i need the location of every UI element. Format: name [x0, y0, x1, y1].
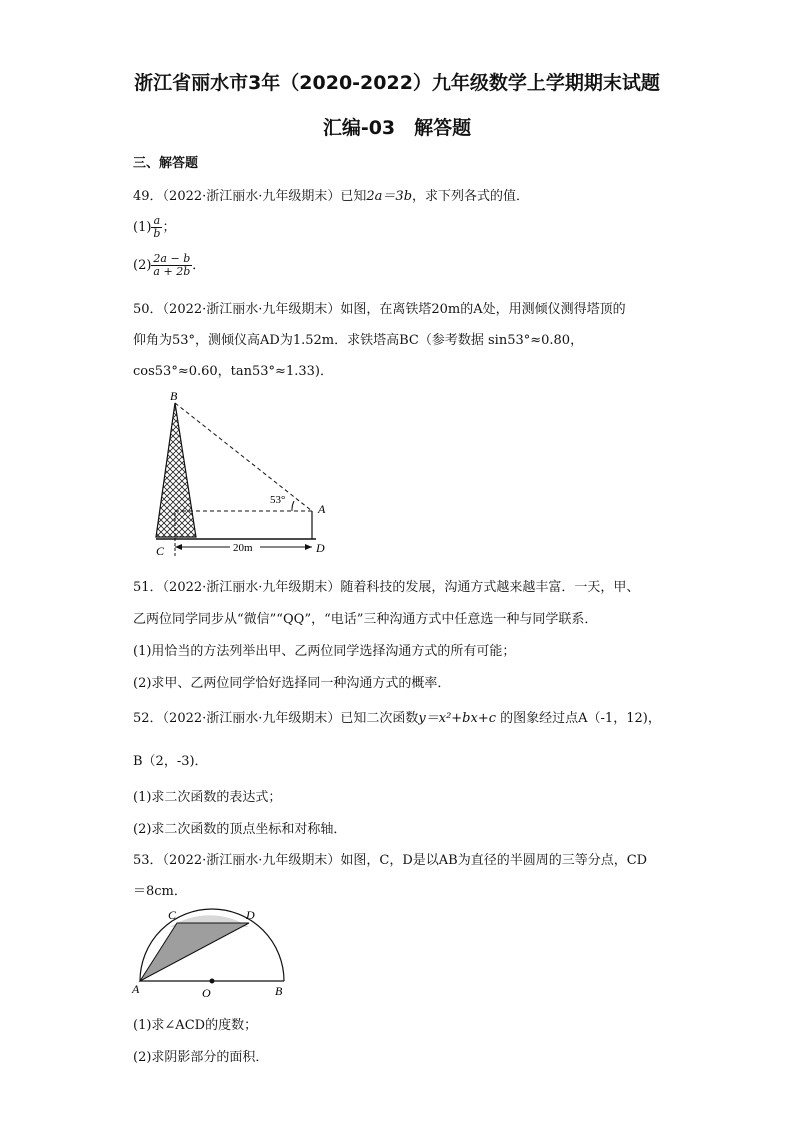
q51-line1: 51．（2022·浙江丽水·九年级期末）随着科技的发展，沟通方式越来越丰富．一天，甲、	[133, 580, 640, 595]
q51-line4: (2)求甲、乙两位同学恰好选择同一种沟通方式的概率．	[133, 676, 451, 691]
q49-part1-end: ；	[162, 220, 176, 235]
q49-condition: 2a＝3b	[366, 189, 413, 204]
label-D: D	[316, 541, 325, 555]
page-title-line2: 汇编-03 解答题	[322, 117, 472, 139]
label-C: C	[168, 908, 177, 922]
q52-intro: 52．（2022·浙江丽水·九年级期末）已知二次函数	[133, 711, 419, 726]
q52-mid: 的图象经过点	[496, 711, 579, 726]
q51-line3: (1)用恰当的方法列举出甲、乙两位同学选择沟通方式的所有可能；	[133, 644, 516, 659]
q52-point-B: B（2，-3)．	[133, 754, 208, 769]
arrowhead-right	[305, 544, 312, 550]
q50-line3: cos53°≈0.60，tan53°≈1.33)．	[133, 364, 333, 379]
q49-part1	[133, 215, 175, 240]
label-distance: 20m	[233, 542, 253, 554]
q49-fraction-a-over-b	[151, 215, 162, 240]
label-O: O	[202, 986, 211, 1000]
center-point-O	[210, 979, 215, 984]
arrowhead-left	[175, 544, 182, 550]
label-A: A	[132, 982, 140, 996]
page-title-line1: 浙江省丽水市3年（2020-2022）九年级数学上学期期末试题	[134, 72, 660, 94]
q49-part2	[133, 253, 205, 278]
angle-arc	[292, 501, 294, 511]
q50-line1: 50．（2022·浙江丽水·九年级期末）如图，在离铁塔20m的A处，用测倾仪测得塔顶的	[133, 302, 626, 317]
q53-line3: (1)求∠ACD的度数；	[133, 1018, 258, 1033]
q53-line1: 53．（2022·浙江丽水·九年级期末）如图，C，D是以AB为直径的半圆周的三等分点，CD	[133, 853, 648, 868]
q53-line2: ＝8cm．	[133, 884, 187, 899]
q49-part2-label: (2)	[133, 258, 152, 273]
label-C: C	[156, 544, 165, 558]
fraction-denominator: a + 2b	[153, 265, 191, 278]
label-B: B	[275, 984, 283, 998]
label-D: D	[246, 908, 255, 922]
q52-point-A: A（-1，12)，	[578, 711, 661, 726]
q49-intro: 49．（2022·浙江丽水·九年级期末）已知	[133, 189, 367, 204]
label-angle: 53°	[270, 494, 286, 506]
q53-line4: (2)求阴影部分的面积．	[133, 1050, 269, 1065]
tower-figure	[140, 385, 340, 565]
semicircle-figure	[130, 905, 300, 1000]
q49-part1-label: (1)	[133, 220, 152, 235]
q51-line2: 乙两位同学同步从“微信”“QQ”，“电话”三种沟通方式中任意选一种与同学联系．	[133, 612, 598, 627]
q52-line1	[133, 707, 661, 726]
section-heading: 三、解答题	[133, 156, 199, 171]
q50-line2: 仰角为53°，测倾仪高AD为1.52m．求铁塔高BC（参考数据 sin53°≈0.80，	[133, 333, 584, 348]
q49-part2-end: ．	[192, 258, 206, 273]
q49-fraction-expression	[151, 253, 192, 278]
fraction-numerator: a	[151, 215, 162, 228]
q49-statement	[133, 185, 529, 204]
label-B: B	[170, 389, 178, 403]
q52-line3: (1)求二次函数的表达式；	[133, 790, 282, 805]
q49-tail: ，求下列各式的值．	[412, 189, 530, 204]
shaded-triangle-ACD	[140, 923, 249, 981]
q52-line4: (2)求二次函数的顶点坐标和对称轴．	[133, 822, 347, 837]
q52-function: y＝x²+bx+c	[418, 711, 497, 726]
sight-line	[175, 403, 312, 511]
fraction-denominator: b	[153, 227, 161, 240]
label-A: A	[318, 502, 326, 516]
tower-shape	[156, 403, 196, 537]
fraction-numerator: 2a − b	[153, 252, 191, 265]
